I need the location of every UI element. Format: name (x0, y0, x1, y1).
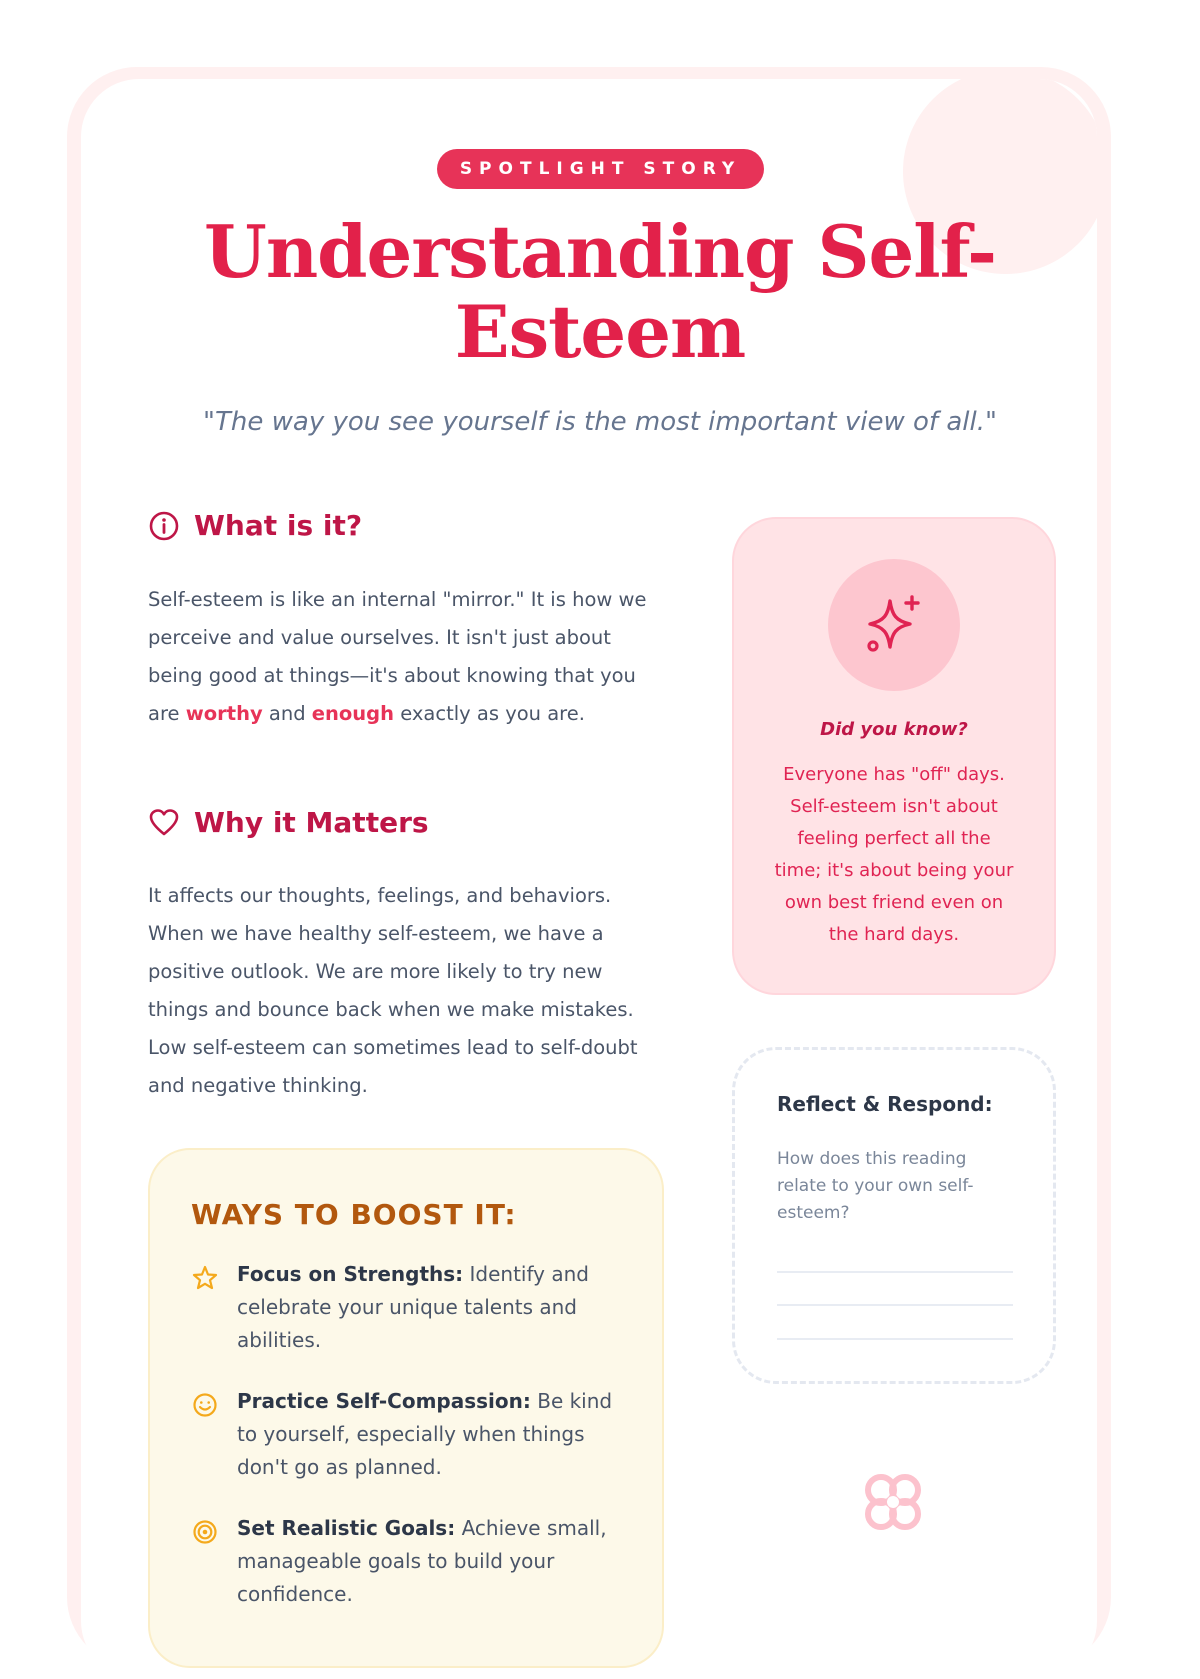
why-it-matters-title: Why it Matters (194, 806, 429, 839)
why-it-matters-heading (148, 806, 429, 839)
reflect-prompt: How does this reading relate to your own self-esteem? (777, 1149, 974, 1223)
answer-line[interactable] (777, 1338, 1013, 1340)
sparkle-icon-badge (828, 559, 960, 691)
what-is-it-text-2: and (262, 702, 312, 725)
intro-quote: "The way you see yourself is the most important view of all." (203, 407, 997, 437)
smile-icon (191, 1391, 219, 1419)
highlight-worthy: worthy (185, 702, 263, 725)
what-is-it-title: What is it? (194, 509, 363, 542)
boost-item-strong: Focus on Strengths: (237, 1262, 464, 1286)
boost-item-strengths (191, 1258, 631, 1357)
boost-title: WAYS TO BOOST IT: (191, 1198, 517, 1231)
info-icon (148, 510, 180, 542)
why-it-matters-text: It affects our thoughts, feelings, and behaviors. When we have healthy self-esteem, we have a positive outlook. We are more likely to try new things and bounce back when we make mistakes. Low self-esteem can sometimes lead to self-doubt and negative thinking. (148, 884, 638, 1097)
what-is-it-text-3: exactly as you are. (394, 702, 585, 725)
boost-box (148, 1148, 664, 1668)
boost-item-body: Identify and celebrate your unique talents and abilities. (237, 1262, 589, 1352)
highlight-enough: enough (311, 702, 395, 725)
what-is-it-heading (148, 509, 362, 542)
did-you-know-card (732, 517, 1056, 995)
boost-item-strong: Practice Self-Compassion: (237, 1389, 531, 1413)
reflect-card (732, 1047, 1056, 1384)
sparkle-icon (860, 591, 928, 659)
boost-item-body: Achieve small, manageable goals to build your confidence. (237, 1516, 607, 1606)
did-you-know-text: Everyone has "off" days. Self-esteem isn't about feeling perfect all the time; it's about being your own best friend even on the hard days. (774, 764, 1014, 945)
spotlight-badge: SPOTLIGHT STORY (437, 149, 764, 189)
boost-item-text (237, 1385, 631, 1484)
what-is-it-text (148, 581, 668, 733)
boost-item-strong: Set Realistic Goals: (237, 1516, 456, 1540)
star-icon (191, 1264, 219, 1292)
what-is-it-text-1: Self-esteem is like an internal "mirror." It is how we perceive and value ourselves. It isn't just about being good at things—it's about knowing that you are (148, 588, 647, 725)
reflect-title: Reflect & Respond: (777, 1092, 993, 1116)
did-you-know-title: Did you know? (820, 719, 968, 740)
page-title-text: Understanding Self-Esteem (204, 209, 996, 374)
boost-item-goals (191, 1512, 631, 1611)
target-icon (191, 1518, 219, 1546)
flower-icon (857, 1466, 929, 1538)
page-title (150, 209, 1050, 374)
boost-item-text (237, 1512, 631, 1611)
heart-icon (148, 807, 180, 839)
boost-item-text (237, 1258, 631, 1357)
boost-item-compassion (191, 1385, 631, 1484)
answer-line[interactable] (777, 1304, 1013, 1306)
boost-item-body: Be kind to yourself, especially when things don't go as planned. (237, 1389, 613, 1479)
answer-line[interactable] (777, 1271, 1013, 1273)
